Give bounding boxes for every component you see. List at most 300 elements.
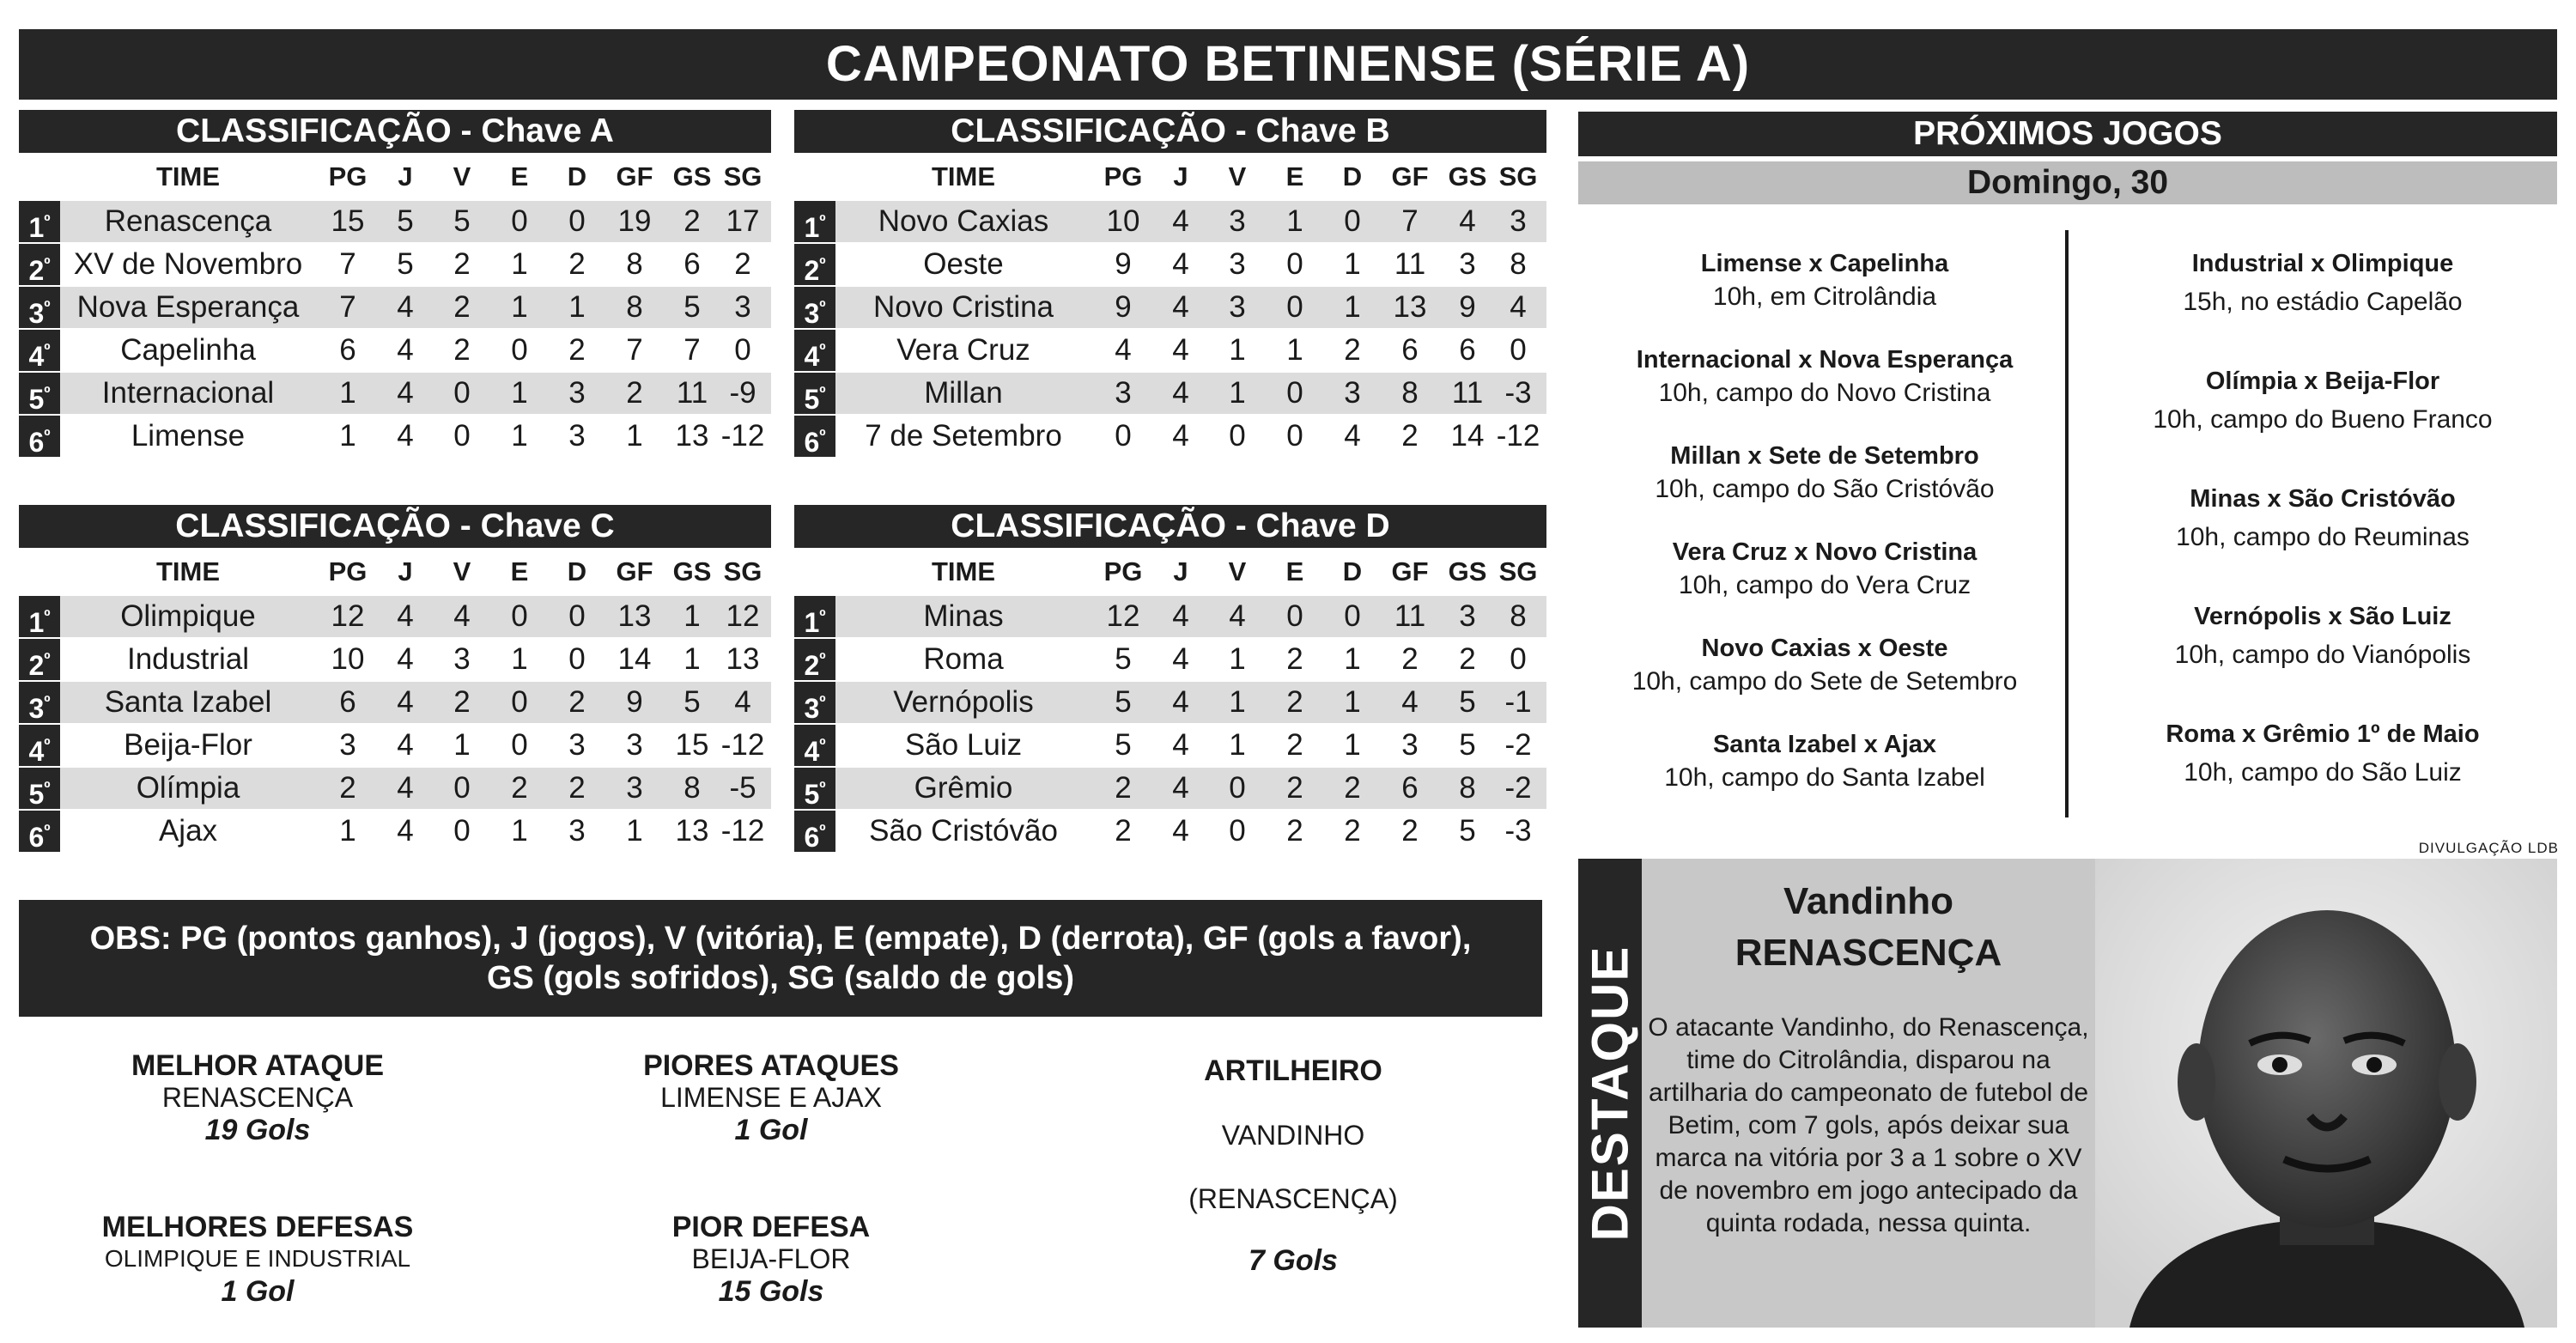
- match-item: [1601, 343, 2048, 410]
- standings-header-row: [19, 153, 771, 201]
- table-row: [19, 373, 771, 414]
- table-row: [19, 768, 771, 809]
- cell-gf: 8: [626, 290, 643, 324]
- cell-pg: 5: [1115, 685, 1132, 719]
- col-d: D: [567, 556, 587, 586]
- cell-sg: -5: [729, 771, 756, 805]
- table-row: [19, 287, 771, 328]
- cell-j: 4: [397, 290, 414, 324]
- standings-title: CLASSIFICAÇÃO - Chave C: [19, 505, 771, 548]
- cell-pg: 12: [331, 599, 365, 633]
- match-place: 15h, no estádio Capelão: [2183, 288, 2463, 316]
- cell-pg: 2: [1115, 814, 1132, 848]
- team-name: Vera Cruz: [896, 333, 1030, 367]
- standings-header-row: [794, 548, 1546, 596]
- cell-v: 1: [1229, 376, 1246, 410]
- col-gf: GF: [616, 161, 653, 191]
- top-scorer-team: (RENASCENÇA): [1188, 1183, 1398, 1214]
- cell-v: 2: [453, 685, 471, 719]
- table-row: [794, 330, 1546, 371]
- team-name: Capelinha: [120, 333, 256, 367]
- cell-v: 0: [1229, 419, 1246, 453]
- top-scorer-name: VANDINHO: [1221, 1120, 1365, 1151]
- col-d: D: [1342, 161, 1363, 191]
- cell-sg: 8: [1510, 247, 1527, 281]
- position-badge: $4^º$: [19, 330, 60, 371]
- col-j: J: [398, 556, 413, 586]
- best-defenses-team: OLIMPIQUE E INDUSTRIAL: [104, 1245, 411, 1272]
- team-name: Novo Caxias: [878, 204, 1049, 238]
- cell-e: 0: [1286, 247, 1303, 281]
- cell-sg: -12: [1496, 419, 1540, 453]
- cell-e: 0: [511, 599, 528, 633]
- team-name: Novo Cristina: [872, 290, 1054, 324]
- cell-sg: 0: [1510, 642, 1527, 676]
- cell-gf: 11: [1394, 599, 1426, 633]
- col-v: V: [1228, 556, 1247, 586]
- cell-e: 1: [1286, 204, 1303, 238]
- match-teams: Olímpia x Beija-Flor: [2205, 368, 2440, 395]
- worst-attacks-team: LIMENSE E AJAX: [660, 1082, 882, 1113]
- cell-gs: 3: [1459, 247, 1476, 281]
- cell-j: 4: [1172, 642, 1189, 676]
- cell-gs: 2: [683, 204, 701, 238]
- table-row: [794, 287, 1546, 328]
- cell-gf: 19: [617, 204, 652, 238]
- cell-e: 0: [1286, 599, 1303, 633]
- highlight-player-team: RENASCENÇA: [1735, 932, 2002, 974]
- match-teams: Vernópolis x São Luiz: [2194, 603, 2451, 630]
- table-row: [794, 373, 1546, 414]
- cell-e: 1: [511, 290, 528, 324]
- col-gf: GF: [1391, 556, 1429, 586]
- cell-gf: 8: [626, 247, 643, 281]
- cell-gf: 6: [1401, 771, 1419, 805]
- cell-v: 3: [1229, 290, 1246, 324]
- cell-sg: -12: [720, 728, 765, 762]
- cell-j: 4: [397, 685, 414, 719]
- standings-chave-c: [19, 505, 771, 852]
- col-pg: PG: [1103, 556, 1143, 586]
- cell-gf: 9: [626, 685, 643, 719]
- cell-d: 3: [568, 419, 586, 453]
- cell-e: 1: [511, 642, 528, 676]
- cell-d: 1: [568, 290, 586, 324]
- cell-gf: 6: [1401, 333, 1419, 367]
- standings-chave-d: [794, 505, 1546, 852]
- cell-gs: 6: [1459, 333, 1476, 367]
- position-badge: $5^º$: [794, 768, 835, 809]
- cell-gs: 6: [683, 247, 701, 281]
- top-scorer-value: 7 Gols: [1249, 1244, 1338, 1277]
- photo-credit: DIVULGAÇÃO LDB: [2418, 840, 2559, 856]
- position-badge: $6^º$: [794, 811, 835, 852]
- cell-v: 1: [1229, 728, 1246, 762]
- cell-pg: 5: [1115, 728, 1132, 762]
- position-badge: $2^º$: [19, 244, 60, 285]
- cell-d: 2: [568, 333, 586, 367]
- cell-v: 2: [453, 247, 471, 281]
- match-item: [1601, 632, 2048, 699]
- match-teams: Roma x Grêmio 1º de Maio: [2166, 720, 2480, 748]
- best-defenses-value: 1 Gol: [221, 1275, 295, 1308]
- cell-d: 1: [1344, 642, 1361, 676]
- team-name: São Cristóvão: [869, 814, 1058, 848]
- match-place: 10h, campo do Vianópolis: [2174, 641, 2471, 669]
- cell-j: 4: [397, 419, 414, 453]
- cell-j: 4: [397, 814, 414, 848]
- team-name: São Luiz: [904, 728, 1023, 762]
- cell-j: 4: [397, 728, 414, 762]
- obs-legend: [19, 900, 1542, 1017]
- cell-pg: 1: [339, 419, 356, 453]
- cell-e: 0: [1286, 419, 1303, 453]
- cell-gf: 2: [626, 376, 643, 410]
- match-item: [1601, 247, 2048, 314]
- col-d: D: [1342, 556, 1363, 586]
- highlight-player-name: Vandinho: [1783, 880, 1953, 922]
- cell-sg: -12: [720, 814, 765, 848]
- match-teams: Vera Cruz x Novo Cristina: [1672, 538, 1978, 566]
- cell-pg: 5: [1115, 642, 1132, 676]
- table-row: [19, 682, 771, 723]
- cell-sg: -1: [1504, 685, 1532, 719]
- cell-sg: -2: [1504, 771, 1532, 805]
- cell-sg: -9: [729, 376, 756, 410]
- match-teams: Limense x Capelinha: [1700, 250, 1949, 277]
- table-row: [794, 416, 1546, 457]
- col-team: TIME: [931, 161, 996, 191]
- cell-d: 3: [568, 376, 586, 410]
- cell-gs: 15: [675, 728, 709, 762]
- cell-j: 4: [1172, 376, 1189, 410]
- cell-gf: 11: [1394, 247, 1426, 281]
- next-games-divider: [2065, 230, 2069, 817]
- col-gf: GF: [1391, 161, 1429, 191]
- standings-header-row: [794, 153, 1546, 201]
- highlight-player: [1642, 876, 2095, 979]
- cell-v: 0: [453, 814, 471, 848]
- team-name: Oeste: [923, 247, 1004, 281]
- team-name: Roma: [923, 642, 1004, 676]
- cell-d: 2: [568, 771, 586, 805]
- cell-d: 2: [1344, 333, 1361, 367]
- cell-pg: 3: [1115, 376, 1132, 410]
- cell-d: 1: [1344, 290, 1361, 324]
- obs-line-2: GS (gols sofridos), SG (saldo de gols): [486, 960, 1075, 996]
- standings-title: CLASSIFICAÇÃO - Chave A: [19, 110, 771, 153]
- cell-sg: 0: [1510, 333, 1527, 367]
- team-name: Renascença: [104, 204, 272, 238]
- col-e: E: [1285, 161, 1304, 191]
- position-badge: $1^º$: [19, 201, 60, 242]
- match-place: 10h, campo do Santa Izabel: [1664, 763, 1985, 792]
- position-badge: $2^º$: [794, 244, 835, 285]
- position-badge: $5^º$: [794, 373, 835, 414]
- position-badge: $3^º$: [794, 682, 835, 723]
- worst-attacks-title: PIORES ATAQUES: [643, 1049, 899, 1082]
- standings-chave-a: [19, 110, 771, 457]
- position-badge: $6^º$: [794, 416, 835, 457]
- team-name: Millan: [924, 376, 1003, 410]
- cell-e: 0: [511, 685, 528, 719]
- cell-v: 5: [453, 204, 471, 238]
- cell-gs: 5: [683, 290, 701, 324]
- cell-gs: 1: [683, 642, 701, 676]
- match-place: 10h, campo do São Cristóvão: [1655, 475, 1995, 503]
- cell-gs: 11: [1451, 376, 1484, 410]
- cell-sg: 4: [1510, 290, 1527, 324]
- col-team: TIME: [155, 161, 221, 191]
- cell-gf: 3: [626, 728, 643, 762]
- cell-v: 0: [1229, 814, 1246, 848]
- cell-gf: 13: [617, 599, 652, 633]
- cell-d: 3: [568, 814, 586, 848]
- cell-sg: -3: [1504, 376, 1532, 410]
- position-badge: $6^º$: [19, 416, 60, 457]
- standings-title: CLASSIFICAÇÃO - Chave D: [794, 505, 1546, 548]
- match-item: [2099, 483, 2546, 555]
- cell-j: 4: [1172, 599, 1189, 633]
- col-sg: SG: [1498, 556, 1538, 586]
- cell-gf: 3: [1401, 728, 1419, 762]
- cell-pg: 12: [1106, 599, 1140, 633]
- team-name: Ajax: [158, 814, 218, 848]
- col-gf: GF: [616, 556, 653, 586]
- cell-e: 2: [1286, 685, 1303, 719]
- obs-line-1: OBS: PG (pontos ganhos), J (jogos), V (vitória), E (empate), D (derrota), GF (gols a favor),: [89, 921, 1472, 957]
- best-defenses-title: MELHORES DEFESAS: [101, 1211, 414, 1243]
- table-row: [19, 244, 771, 285]
- cell-v: 2: [453, 333, 471, 367]
- match-item: [2099, 247, 2546, 319]
- highlight-text: O atacante Vandinho, do Renascença, time do Citrolândia, disparou na artilharia do campeonato de futebol de Betim, com 7 gols, após deixar sua marca na vitória por 3 a 1 sobre o XV de novembro em jogo antecipado da quinta rodada, nessa quinta.: [1648, 1013, 2089, 1237]
- col-e: E: [510, 556, 529, 586]
- cell-e: 1: [511, 376, 528, 410]
- position-badge: $1^º$: [794, 596, 835, 637]
- cell-sg: 2: [734, 247, 751, 281]
- match-place: 10h, campo do Reuminas: [2176, 523, 2470, 551]
- cell-pg: 2: [339, 771, 356, 805]
- cell-e: 2: [1286, 771, 1303, 805]
- table-row: [794, 682, 1546, 723]
- cell-gf: 4: [1401, 685, 1419, 719]
- cell-d: 1: [1344, 247, 1361, 281]
- worst-defense-team: BEIJA-FLOR: [691, 1243, 851, 1274]
- cell-v: 3: [1229, 204, 1246, 238]
- cell-d: 1: [1344, 685, 1361, 719]
- table-row: [794, 725, 1546, 766]
- cell-gs: 1: [683, 599, 701, 633]
- cell-gs: 13: [675, 419, 709, 453]
- cell-e: 2: [511, 771, 528, 805]
- col-e: E: [510, 161, 529, 191]
- cell-j: 4: [397, 376, 414, 410]
- match-teams: Internacional x Nova Esperança: [1636, 346, 2014, 374]
- cell-gs: 8: [1459, 771, 1476, 805]
- cell-v: 4: [453, 599, 471, 633]
- cell-gf: 1: [626, 419, 643, 453]
- table-row: [794, 768, 1546, 809]
- cell-e: 1: [511, 814, 528, 848]
- match-teams: Minas x São Cristóvão: [2190, 485, 2456, 513]
- cell-gs: 3: [1459, 599, 1476, 633]
- position-badge: $1^º$: [19, 596, 60, 637]
- col-pg: PG: [328, 161, 368, 191]
- cell-pg: 3: [339, 728, 356, 762]
- next-games-date: Domingo, 30: [1578, 161, 2557, 204]
- position-badge: $3^º$: [19, 287, 60, 328]
- cell-sg: -3: [1504, 814, 1532, 848]
- table-row: [794, 244, 1546, 285]
- cell-gf: 1: [626, 814, 643, 848]
- team-name: Olímpia: [136, 771, 240, 805]
- cell-v: 1: [1229, 685, 1246, 719]
- cell-d: 1: [1344, 728, 1361, 762]
- match-item: [1601, 440, 2048, 507]
- cell-pg: 6: [339, 685, 356, 719]
- cell-pg: 1: [339, 376, 356, 410]
- cell-sg: 0: [734, 333, 751, 367]
- team-name: Industrial: [126, 642, 250, 676]
- worst-attacks: [531, 1049, 1012, 1147]
- cell-e: 2: [1286, 728, 1303, 762]
- best-defenses: [17, 1211, 498, 1309]
- match-place: 10h, em Citrolândia: [1712, 283, 1937, 311]
- col-d: D: [567, 161, 587, 191]
- cell-gf: 13: [1393, 290, 1427, 324]
- cell-v: 3: [1229, 247, 1246, 281]
- cell-e: 2: [1286, 814, 1303, 848]
- col-j: J: [1173, 556, 1188, 586]
- match-teams: Millan x Sete de Setembro: [1670, 442, 1979, 470]
- team-name: Nova Esperança: [76, 290, 300, 324]
- table-row: [794, 596, 1546, 637]
- cell-sg: -12: [720, 419, 765, 453]
- best-attack-value: 19 Gols: [204, 1114, 311, 1146]
- team-name: Santa Izabel: [104, 685, 272, 719]
- worst-attacks-value: 1 Gol: [734, 1114, 808, 1146]
- cell-d: 4: [1344, 419, 1361, 453]
- cell-gs: 11: [676, 376, 708, 410]
- cell-v: 1: [1229, 642, 1246, 676]
- position-badge: $6^º$: [19, 811, 60, 852]
- standings-chave-b: [794, 110, 1546, 457]
- col-v: V: [1228, 161, 1247, 191]
- cell-sg: 17: [726, 204, 760, 238]
- team-name: Grêmio: [914, 771, 1013, 805]
- match-item: [1601, 728, 2048, 795]
- cell-j: 4: [1172, 204, 1189, 238]
- player-photo: [2095, 859, 2557, 1328]
- position-badge: $2^º$: [794, 639, 835, 680]
- cell-pg: 0: [1115, 419, 1132, 453]
- col-pg: PG: [328, 556, 368, 586]
- position-badge: $3^º$: [19, 682, 60, 723]
- cell-j: 4: [1172, 771, 1189, 805]
- table-row: [794, 201, 1546, 242]
- team-name: Beija-Flor: [124, 728, 252, 762]
- cell-v: 0: [1229, 771, 1246, 805]
- cell-gf: 8: [1401, 376, 1419, 410]
- team-name: Vernópolis: [893, 685, 1034, 719]
- cell-pg: 6: [339, 333, 356, 367]
- cell-gs: 5: [683, 685, 701, 719]
- cell-pg: 10: [1106, 204, 1140, 238]
- cell-j: 5: [397, 247, 414, 281]
- cell-d: 0: [568, 204, 586, 238]
- best-attack: [17, 1049, 498, 1147]
- cell-j: 4: [397, 642, 414, 676]
- cell-j: 5: [397, 204, 414, 238]
- cell-sg: 3: [734, 290, 751, 324]
- table-row: [19, 596, 771, 637]
- worst-defense-value: 15 Gols: [718, 1275, 824, 1308]
- cell-pg: 4: [1115, 333, 1132, 367]
- cell-d: 0: [568, 642, 586, 676]
- position-badge: $5^º$: [19, 373, 60, 414]
- col-gs: GS: [1448, 556, 1487, 586]
- cell-d: 2: [568, 685, 586, 719]
- cell-j: 4: [1172, 247, 1189, 281]
- col-e: E: [1285, 556, 1304, 586]
- col-team: TIME: [931, 556, 996, 586]
- cell-gf: 14: [617, 642, 652, 676]
- cell-d: 0: [568, 599, 586, 633]
- cell-d: 3: [568, 728, 586, 762]
- cell-d: 2: [1344, 814, 1361, 848]
- match-teams: Santa Izabel x Ajax: [1712, 731, 1937, 758]
- position-badge: $2^º$: [19, 639, 60, 680]
- cell-gs: 4: [1459, 204, 1476, 238]
- cell-j: 4: [397, 333, 414, 367]
- cell-d: 3: [1344, 376, 1361, 410]
- col-sg: SG: [723, 161, 762, 191]
- team-name: 7 de Setembro: [865, 419, 1062, 453]
- cell-pg: 1: [339, 814, 356, 848]
- position-badge: $4^º$: [794, 330, 835, 371]
- col-j: J: [1173, 161, 1188, 191]
- table-row: [19, 201, 771, 242]
- cell-j: 4: [1172, 728, 1189, 762]
- cell-gf: 2: [1401, 642, 1419, 676]
- page-title: CAMPEONATO BETINENSE (SÉRIE A): [19, 29, 2557, 100]
- top-scorer-title: ARTILHEIRO: [1204, 1054, 1382, 1087]
- table-row: [19, 811, 771, 852]
- match-teams: Novo Caxias x Oeste: [1701, 635, 1948, 662]
- cell-e: 1: [511, 419, 528, 453]
- cell-pg: 9: [1115, 247, 1132, 281]
- standings-header-row: [19, 548, 771, 596]
- position-badge: $3^º$: [794, 287, 835, 328]
- cell-sg: 12: [726, 599, 760, 633]
- next-games-title: PRÓXIMOS JOGOS: [1578, 112, 2557, 156]
- col-sg: SG: [1498, 161, 1538, 191]
- cell-e: 0: [1286, 290, 1303, 324]
- match-item: [1601, 536, 2048, 603]
- cell-pg: 10: [331, 642, 365, 676]
- match-item: [2099, 365, 2546, 437]
- cell-gs: 7: [683, 333, 701, 367]
- cell-v: 0: [453, 771, 471, 805]
- cell-e: 0: [511, 204, 528, 238]
- cell-e: 2: [1286, 642, 1303, 676]
- best-attack-title: MELHOR ATAQUE: [131, 1049, 384, 1082]
- match-item: [2099, 600, 2546, 672]
- table-row: [794, 639, 1546, 680]
- cell-gs: 5: [1459, 685, 1476, 719]
- cell-v: 1: [453, 728, 471, 762]
